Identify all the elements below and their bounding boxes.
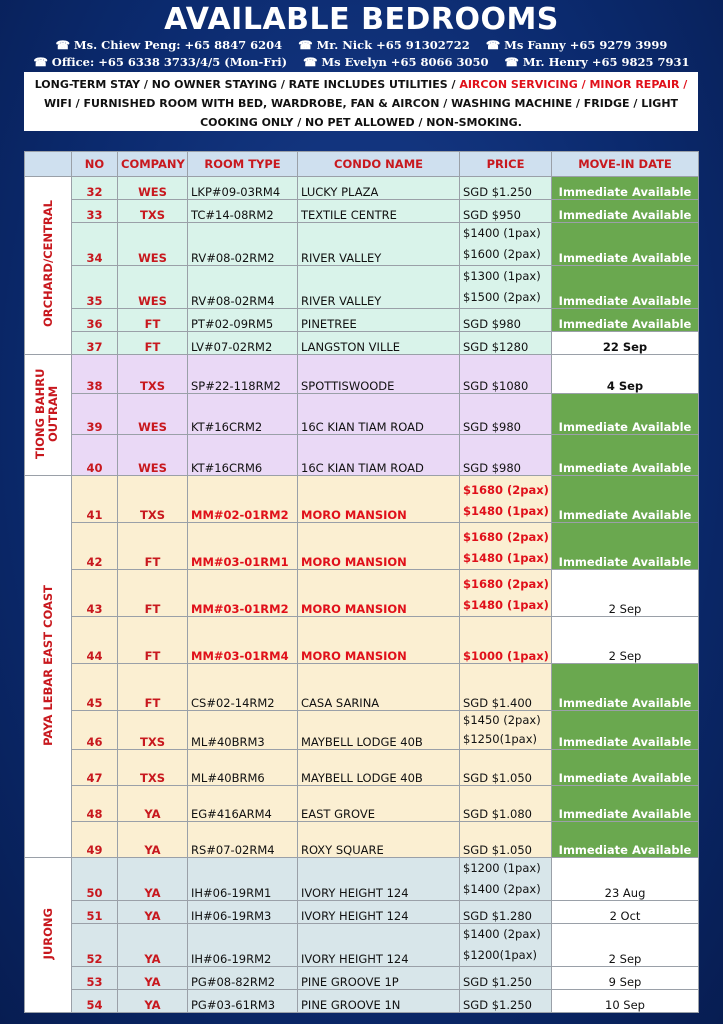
cell-company: YA bbox=[118, 858, 188, 901]
cell-room: PT#02-09RM5 bbox=[188, 309, 298, 332]
table-row bbox=[25, 177, 699, 200]
cell-condo: 16C KIAN TIAM ROAD bbox=[298, 394, 460, 435]
cell-condo: RIVER VALLEY bbox=[298, 223, 460, 266]
cell-price: SGD $950 bbox=[460, 200, 552, 223]
cell-no: 52 bbox=[72, 924, 118, 967]
cell-no: 54 bbox=[72, 990, 118, 1013]
table-row bbox=[25, 355, 699, 394]
contact-line-1 bbox=[0, 38, 723, 52]
cell-condo: RIVER VALLEY bbox=[298, 266, 460, 309]
cell-condo: PINETREE bbox=[298, 309, 460, 332]
contact-office[interactable]: ☎ Office: +65 6338 3733/4/5 (Mon-Fri) bbox=[33, 55, 288, 69]
cell-no: 50 bbox=[72, 858, 118, 901]
cell-move-in: Immediate Available bbox=[552, 822, 699, 858]
contact-evelyn[interactable]: ☎ Ms Evelyn +65 8066 3050 bbox=[303, 55, 489, 69]
notice-line-2: WIFI / FURNISHED ROOM WITH BED, WARDROBE, FAN & AIRCON / WASHING MACHINE / FRIDGE / LIGHT bbox=[43, 97, 679, 110]
cell-room: PG#03-61RM3 bbox=[188, 990, 298, 1013]
price-line-1: $1450 (2pax) bbox=[463, 713, 541, 727]
cell-price: SGD $1.250 bbox=[460, 967, 552, 990]
cell-room: ML#40BRM6 bbox=[188, 750, 298, 786]
cell-room: IH#06-19RM1 bbox=[188, 858, 298, 901]
contact-henry[interactable]: ☎ Mr. Henry +65 9825 7931 bbox=[504, 55, 690, 69]
price-line-2: $1500 (2pax) bbox=[463, 290, 541, 304]
cell-no: 34 bbox=[72, 223, 118, 266]
cell-condo: TEXTILE CENTRE bbox=[298, 200, 460, 223]
table-row bbox=[25, 523, 699, 570]
cell-condo: MORO MANSION bbox=[298, 617, 460, 664]
price-line-2: $1480 (1pax) bbox=[463, 598, 549, 612]
cell-price bbox=[460, 711, 552, 750]
cell-room: TC#14-08RM2 bbox=[188, 200, 298, 223]
cell-condo: PINE GROOVE 1N bbox=[298, 990, 460, 1013]
cell-company: WES bbox=[118, 266, 188, 309]
notice-line-3: COOKING ONLY / NO PET ALLOWED / NON-SMOKING. bbox=[200, 116, 522, 129]
cell-price: SGD $980 bbox=[460, 394, 552, 435]
cell-company: TXS bbox=[118, 476, 188, 523]
cell-room: LKP#09-03RM4 bbox=[188, 177, 298, 200]
cell-price bbox=[460, 523, 552, 570]
cell-move-in: Immediate Available bbox=[552, 309, 699, 332]
cell-condo: MORO MANSION bbox=[298, 476, 460, 523]
contact-nick[interactable]: ☎ Mr. Nick +65 91302722 bbox=[298, 38, 470, 52]
price-line-1: $1200 (1pax) bbox=[463, 861, 541, 875]
cell-move-in: Immediate Available bbox=[552, 476, 699, 523]
cell-company: TXS bbox=[118, 750, 188, 786]
price-line-2: $1250(1pax) bbox=[463, 732, 538, 746]
cell-move-in: Immediate Available bbox=[552, 394, 699, 435]
cell-room: PG#08-82RM2 bbox=[188, 967, 298, 990]
table-row bbox=[25, 858, 699, 901]
price-line-1: $1680 (2pax) bbox=[463, 577, 549, 591]
cell-move-in: Immediate Available bbox=[552, 266, 699, 309]
cell-company: YA bbox=[118, 786, 188, 822]
cell-room: CS#02-14RM2 bbox=[188, 664, 298, 711]
cell-price bbox=[460, 858, 552, 901]
bedroom-table-container bbox=[24, 151, 698, 1012]
cell-move-in: Immediate Available bbox=[552, 223, 699, 266]
cell-company: FT bbox=[118, 617, 188, 664]
cell-condo: ROXY SQUARE bbox=[298, 822, 460, 858]
cell-no: 48 bbox=[72, 786, 118, 822]
table-header-row bbox=[25, 152, 699, 177]
cell-move-in: Immediate Available bbox=[552, 435, 699, 476]
price-line-1: $1680 (2pax) bbox=[463, 483, 549, 497]
cell-no: 40 bbox=[72, 435, 118, 476]
contact-fanny[interactable]: ☎ Ms Fanny +65 9279 3999 bbox=[485, 38, 668, 52]
table-row bbox=[25, 967, 699, 990]
cell-condo: MAYBELL LODGE 40B bbox=[298, 750, 460, 786]
cell-no: 32 bbox=[72, 177, 118, 200]
table-row bbox=[25, 309, 699, 332]
cell-no: 42 bbox=[72, 523, 118, 570]
table-row bbox=[25, 924, 699, 967]
table-row bbox=[25, 786, 699, 822]
cell-move-in: Immediate Available bbox=[552, 786, 699, 822]
price-line-1: $1680 (2pax) bbox=[463, 530, 549, 544]
table-row bbox=[25, 570, 699, 617]
cell-condo: SPOTTISWOODE bbox=[298, 355, 460, 394]
cell-price: SGD $980 bbox=[460, 309, 552, 332]
notice-box bbox=[24, 72, 698, 131]
cell-no: 51 bbox=[72, 901, 118, 924]
notice-line-1 bbox=[24, 75, 698, 94]
cell-move-in: 22 Sep bbox=[552, 332, 699, 355]
cell-condo: LUCKY PLAZA bbox=[298, 177, 460, 200]
region-tiong-bahru bbox=[25, 355, 72, 476]
cell-company: WES bbox=[118, 177, 188, 200]
notice-text: LONG-TERM STAY / NO OWNER STAYING / RATE INCLUDES UTILITIES / bbox=[34, 78, 460, 91]
table-row bbox=[25, 332, 699, 355]
contact-chiew-peng[interactable]: ☎ Ms. Chiew Peng: +65 8847 6204 bbox=[55, 38, 283, 52]
cell-no: 39 bbox=[72, 394, 118, 435]
cell-move-in: Immediate Available bbox=[552, 200, 699, 223]
bedroom-table bbox=[24, 151, 699, 1013]
region-paya-lebar bbox=[25, 476, 72, 858]
cell-move-in: 2 Sep bbox=[552, 570, 699, 617]
cell-condo: MORO MANSION bbox=[298, 523, 460, 570]
cell-move-in: 2 Oct bbox=[552, 901, 699, 924]
cell-company: TXS bbox=[118, 200, 188, 223]
table-row bbox=[25, 990, 699, 1013]
cell-price bbox=[460, 570, 552, 617]
table-row bbox=[25, 435, 699, 476]
cell-price: SGD $1.400 bbox=[460, 664, 552, 711]
cell-company: YA bbox=[118, 967, 188, 990]
table-row bbox=[25, 822, 699, 858]
cell-room: KT#16CRM2 bbox=[188, 394, 298, 435]
cell-condo: 16C KIAN TIAM ROAD bbox=[298, 435, 460, 476]
cell-move-in: Immediate Available bbox=[552, 750, 699, 786]
contact-line-2 bbox=[0, 55, 723, 69]
cell-room: RS#07-02RM4 bbox=[188, 822, 298, 858]
cell-no: 43 bbox=[72, 570, 118, 617]
cell-condo: EAST GROVE bbox=[298, 786, 460, 822]
header-price: PRICE bbox=[460, 152, 552, 177]
table-row bbox=[25, 901, 699, 924]
table-row bbox=[25, 223, 699, 266]
cell-condo: CASA SARINA bbox=[298, 664, 460, 711]
cell-condo: MAYBELL LODGE 40B bbox=[298, 711, 460, 750]
header-move-in-date: MOVE-IN DATE bbox=[552, 152, 699, 177]
cell-company: YA bbox=[118, 901, 188, 924]
cell-price: SGD $1.250 bbox=[460, 177, 552, 200]
cell-room: SP#22-118RM2 bbox=[188, 355, 298, 394]
cell-room: KT#16CRM6 bbox=[188, 435, 298, 476]
price-line-2: $1480 (1pax) bbox=[463, 504, 549, 518]
cell-price: SGD $980 bbox=[460, 435, 552, 476]
cell-move-in: 9 Sep bbox=[552, 967, 699, 990]
cell-no: 33 bbox=[72, 200, 118, 223]
cell-condo: IVORY HEIGHT 124 bbox=[298, 901, 460, 924]
region-label: PAYA LEBAR EAST COAST bbox=[40, 584, 55, 746]
table-row bbox=[25, 476, 699, 523]
region-label: JURONG bbox=[40, 907, 55, 960]
region-jurong bbox=[25, 858, 72, 1013]
cell-move-in: 10 Sep bbox=[552, 990, 699, 1013]
cell-company: FT bbox=[118, 523, 188, 570]
cell-company: WES bbox=[118, 223, 188, 266]
header-room-type: ROOM TYPE bbox=[188, 152, 298, 177]
cell-company: YA bbox=[118, 990, 188, 1013]
price-line-2: $1480 (1pax) bbox=[463, 551, 549, 565]
cell-room: IH#06-19RM2 bbox=[188, 924, 298, 967]
price-line-2: $1200(1pax) bbox=[463, 948, 538, 962]
price-line-1: $1300 (1pax) bbox=[463, 269, 541, 283]
cell-price: $1000 (1pax) bbox=[460, 617, 552, 664]
cell-company: FT bbox=[118, 664, 188, 711]
cell-no: 41 bbox=[72, 476, 118, 523]
table-row bbox=[25, 750, 699, 786]
cell-company: FT bbox=[118, 309, 188, 332]
cell-condo: PINE GROOVE 1P bbox=[298, 967, 460, 990]
cell-room: EG#416ARM4 bbox=[188, 786, 298, 822]
cell-condo: LANGSTON VILLE bbox=[298, 332, 460, 355]
cell-move-in: 2 Sep bbox=[552, 924, 699, 967]
price-line-1: $1400 (1pax) bbox=[463, 226, 541, 240]
header-region bbox=[25, 152, 72, 177]
cell-price bbox=[460, 476, 552, 523]
cell-company: FT bbox=[118, 570, 188, 617]
cell-condo: MORO MANSION bbox=[298, 570, 460, 617]
cell-price: SGD $1280 bbox=[460, 332, 552, 355]
cell-no: 36 bbox=[72, 309, 118, 332]
header-no: NO bbox=[72, 152, 118, 177]
cell-price: SGD $1080 bbox=[460, 355, 552, 394]
cell-move-in: Immediate Available bbox=[552, 177, 699, 200]
cell-price: SGD $1.050 bbox=[460, 822, 552, 858]
region-orchard bbox=[25, 177, 72, 355]
region-label: ORCHARD/CENTRAL bbox=[40, 200, 55, 328]
cell-room: MM#03-01RM1 bbox=[188, 523, 298, 570]
cell-no: 38 bbox=[72, 355, 118, 394]
table-row bbox=[25, 200, 699, 223]
cell-room: MM#03-01RM4 bbox=[188, 617, 298, 664]
price-line-2: $1400 (2pax) bbox=[463, 882, 541, 896]
price-line-2: $1600 (2pax) bbox=[463, 247, 541, 261]
cell-company: YA bbox=[118, 924, 188, 967]
cell-room: MM#02-01RM2 bbox=[188, 476, 298, 523]
table-row bbox=[25, 266, 699, 309]
cell-company: TXS bbox=[118, 711, 188, 750]
cell-room: LV#07-02RM2 bbox=[188, 332, 298, 355]
cell-price: SGD $1.250 bbox=[460, 990, 552, 1013]
cell-condo: IVORY HEIGHT 124 bbox=[298, 858, 460, 901]
table-row bbox=[25, 617, 699, 664]
cell-no: 45 bbox=[72, 664, 118, 711]
cell-move-in: Immediate Available bbox=[552, 711, 699, 750]
cell-room: RV#08-02RM2 bbox=[188, 223, 298, 266]
cell-no: 46 bbox=[72, 711, 118, 750]
notice-red-text: AIRCON SERVICING / MINOR REPAIR / bbox=[459, 78, 688, 91]
cell-no: 35 bbox=[72, 266, 118, 309]
cell-price: SGD $1.080 bbox=[460, 786, 552, 822]
cell-room: IH#06-19RM3 bbox=[188, 901, 298, 924]
cell-move-in: 23 Aug bbox=[552, 858, 699, 901]
cell-no: 53 bbox=[72, 967, 118, 990]
cell-room: ML#40BRM3 bbox=[188, 711, 298, 750]
cell-move-in: Immediate Available bbox=[552, 523, 699, 570]
cell-move-in: Immediate Available bbox=[552, 664, 699, 711]
cell-price bbox=[460, 223, 552, 266]
cell-company: FT bbox=[118, 332, 188, 355]
cell-room: RV#08-02RM4 bbox=[188, 266, 298, 309]
cell-company: TXS bbox=[118, 355, 188, 394]
table-row bbox=[25, 711, 699, 750]
cell-move-in: 4 Sep bbox=[552, 355, 699, 394]
cell-no: 44 bbox=[72, 617, 118, 664]
cell-no: 37 bbox=[72, 332, 118, 355]
cell-room: MM#03-01RM2 bbox=[188, 570, 298, 617]
header-company: COMPANY bbox=[118, 152, 188, 177]
cell-no: 47 bbox=[72, 750, 118, 786]
cell-condo: IVORY HEIGHT 124 bbox=[298, 924, 460, 967]
cell-price: SGD $1.050 bbox=[460, 750, 552, 786]
region-label: TIONG BAHRU OUTRAM bbox=[33, 368, 60, 459]
cell-price: SGD $1.280 bbox=[460, 901, 552, 924]
cell-company: YA bbox=[118, 822, 188, 858]
cell-company: WES bbox=[118, 435, 188, 476]
cell-move-in: 2 Sep bbox=[552, 617, 699, 664]
table-row bbox=[25, 664, 699, 711]
cell-price bbox=[460, 924, 552, 967]
cell-price bbox=[460, 266, 552, 309]
price-line-1: $1400 (2pax) bbox=[463, 927, 541, 941]
cell-company: WES bbox=[118, 394, 188, 435]
table-row bbox=[25, 394, 699, 435]
header-condo-name: CONDO NAME bbox=[298, 152, 460, 177]
cell-no: 49 bbox=[72, 822, 118, 858]
page-title: AVAILABLE BEDROOMS bbox=[164, 2, 559, 37]
